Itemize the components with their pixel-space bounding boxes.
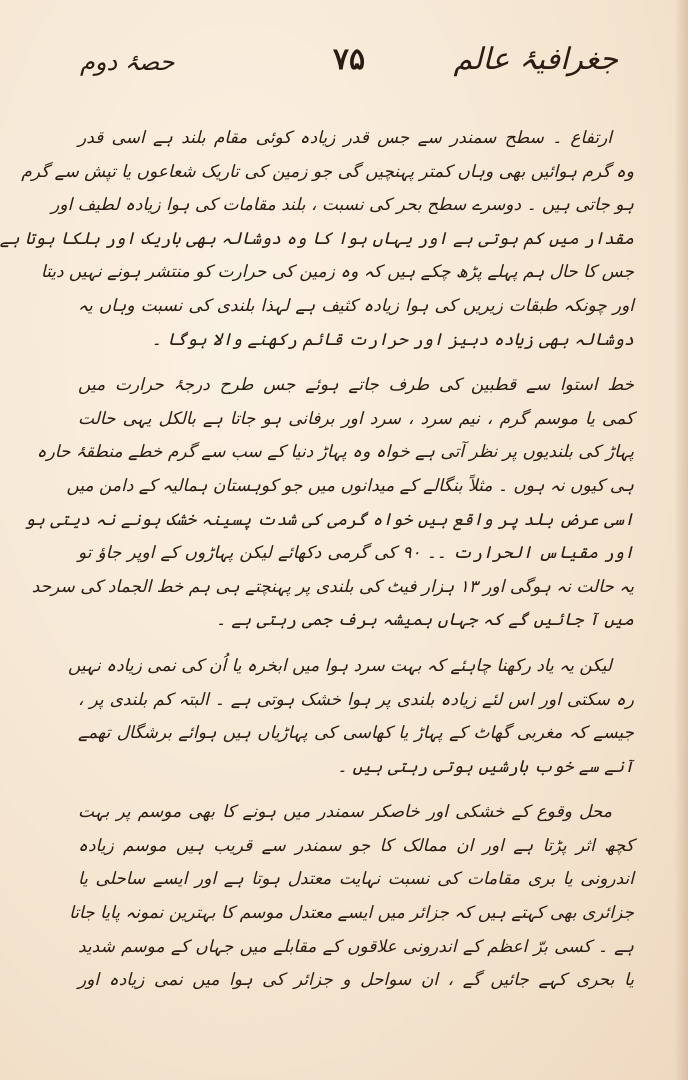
text-line: ارتفاع ۔ سطح سمندر سے جس قدر زیادہ کوئی مقام بلند ہے اسی قدر <box>78 128 612 148</box>
text-line: اسی عرض بلد پر واقع ہیں خواہ گرمی کی شدت پسینہ خشک ہونے نہ دیتی ہو <box>25 509 634 530</box>
page-edge-shadow <box>674 0 688 1080</box>
text-line: جس کا حال ہم پہلے پڑھ چکے ہیں کہ وہ زمین کی حرارت کو منتشر ہونے نہیں دیتا <box>40 262 634 283</box>
paragraph-equator <box>25 369 634 638</box>
text-line: یہ حالت نہ ہوگی اور ۱۳ ہزار فیٹ کی بلندی پر پہنچتے ہی ہم خط الجماد کی سرحد <box>31 576 634 597</box>
part-label: حصۂ دوم <box>80 48 175 76</box>
text-line: خط استوا سے قطبین کی طرف جاتے ہوئے جس طرح درجۂ حرارت میں <box>78 375 634 396</box>
text-line: پہاڑ کی بلندیوں پر نظر آتی ہے خواہ وہ پہاڑ دنیا کے سب سے گرم خطے منطقۂ حارہ <box>36 442 634 463</box>
text-line: اور مقیاس الحرارت ۔۔ ۹۰ کی گرمی دکھائے لیکن پہاڑوں کے اوپر جاؤ تو <box>78 543 634 564</box>
text-line: جیسے کہ مغربی گھاٹ کے پہاڑ یا کھاسی کی پہاڑیاں ہیں ہوائے برشگال تھمے <box>78 723 634 744</box>
text-line: مقدار میں کم ہوتی ہے اور یہاں ہوا کا وہ دوشالہ بھی باریک اور ہلکا ہوتا ہے <box>0 228 634 249</box>
paragraph-humidity <box>67 650 634 784</box>
text-line: ہو جاتی ہیں ۔ دوسرے سطح بحر کی نسبت ، بلند مقامات کی ہوا زیادہ لطیف اور <box>51 195 634 216</box>
text-line: لیکن یہ یاد رکھنا چاہئے کہ بہت سرد ہوا میں ابخرہ یا اُن کی نمی زیادہ نہیں <box>67 655 612 676</box>
text-line: ہی کیوں نہ ہوں ۔ مثلاً بنگالے کے میدانوں میں جو کوہستان ہمالیہ کے دامن میں <box>66 475 634 496</box>
paragraph-location <box>69 796 634 998</box>
text-line: یا بحری کہے جائیں گے ، ان سواحل و جزائر کی ہوا میں نمی زیادہ اور <box>78 970 634 991</box>
text-line: ہے ۔ کسی برّ اعظم کے اندرونی علاقوں کے مقابلے میں جہاں کے موسم شدید <box>78 936 634 957</box>
text-line: وہ گرم ہوائیں بھی وہاں کمتر پہنچیں گی جو زمین کی تاریک شعاعوں یا تپش سے گرم <box>21 161 634 182</box>
text-line: کچھ اثر پڑتا ہے اور ان ممالک کا جو سمندر سے قریب ہیں موسم زیادہ <box>78 835 634 856</box>
text-line: کمی یا موسم گرم ، نیم سرد ، سرد اور برفانی ہو جاتا ہے بالکل یہی حالت <box>78 408 634 429</box>
text-line: میں آ جائیں گے کہ جہاں ہمیشہ برف جمی رہتی ہے ۔ <box>215 610 634 631</box>
page-header <box>80 40 618 96</box>
paragraph-altitude <box>0 122 634 357</box>
text-line: آنے سے خوب بارشیں ہوتی رہتی ہیں ۔ <box>337 756 634 777</box>
text-line: محل وقوع کے خشکی اور خاصکر سمندر میں ہونے کا بھی موسم پر بہت <box>78 802 612 823</box>
text-line: دوشالہ بھی زیادہ دبیز اور حرارت قائم رکھنے والا ہوگا ۔ <box>151 329 634 350</box>
text-line: رہ سکتی اور اس لئے زیادہ بلندی پر ہوا خشک ہوتی ہے ۔ البتہ کم بلندی پر ، <box>78 689 634 710</box>
text-line: جزائری بھی کہتے ہیں کہ جزائر میں ایسے معتدل موسم کا بہترین نمونہ پایا جاتا <box>69 903 634 924</box>
page-body <box>0 122 634 1010</box>
text-line: اور چونکہ طبقات زیریں کی ہوا زیادہ کثیف ہے لہذا بلندی کی نسبت وہاں یہ <box>78 295 634 316</box>
page-number: ۷۵ <box>332 42 366 77</box>
text-line: اندرونی یا بری مقامات کی نسبت نہایت معتدل ہوتا ہے اور ایسے ساحلی یا <box>78 869 634 890</box>
book-title: جغرافیۂ عالم <box>453 42 618 77</box>
